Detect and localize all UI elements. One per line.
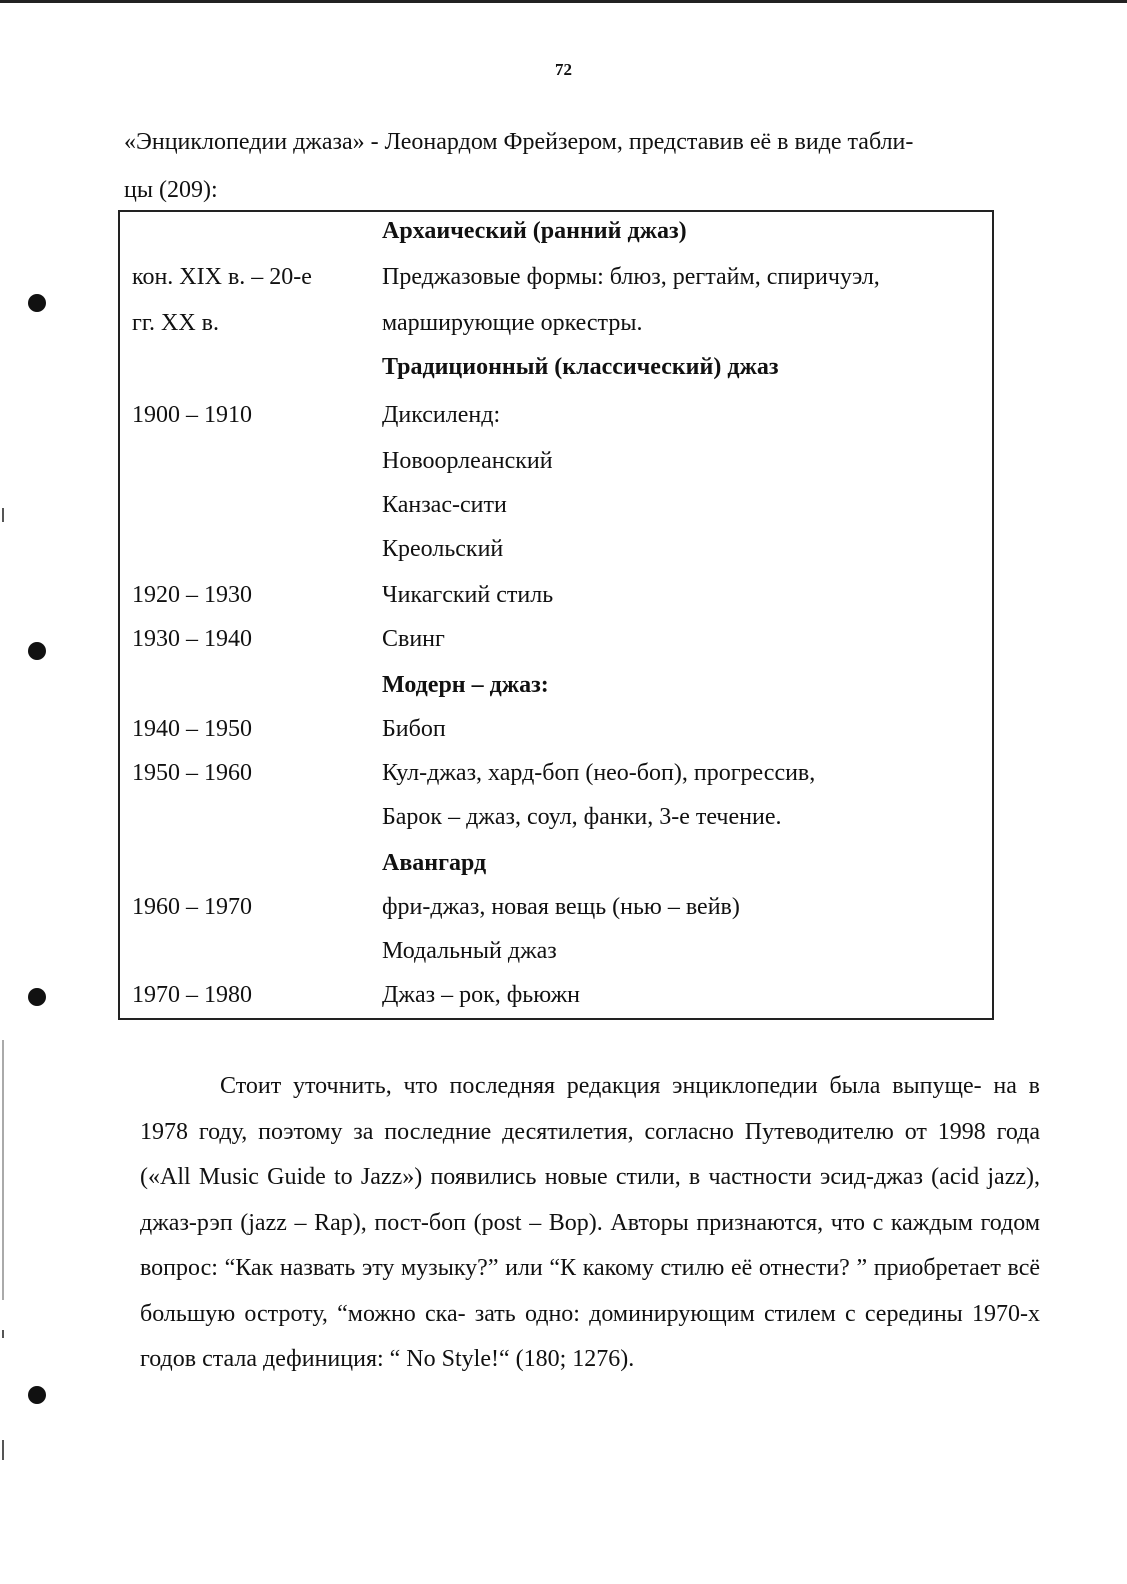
binding-hole bbox=[28, 1386, 46, 1404]
binding-hole bbox=[28, 642, 46, 660]
period-heading: Архаический (ранний джаз) bbox=[382, 218, 687, 244]
period-date: кон. XIX в. – 20-е bbox=[132, 264, 312, 290]
top-edge-rule bbox=[0, 0, 1127, 3]
period-style: Бибоп bbox=[382, 716, 446, 742]
period-heading: Модерн – джаз: bbox=[382, 672, 549, 698]
intro-line: «Энциклопедии джаза» - Леонардом Фрейзером, представив её в виде табли- bbox=[124, 129, 914, 155]
period-date: 1960 – 1970 bbox=[132, 894, 252, 920]
period-date: 1920 – 1930 bbox=[132, 582, 252, 608]
period-style: Свинг bbox=[382, 626, 445, 652]
table-heading-row bbox=[120, 218, 992, 258]
period-style: Диксиленд: bbox=[382, 402, 501, 428]
period-date: 1940 – 1950 bbox=[132, 716, 252, 742]
period-date: 1970 – 1980 bbox=[132, 982, 252, 1008]
table-row bbox=[120, 716, 992, 756]
table-row bbox=[120, 582, 992, 622]
body-line: какому стилю её отнести? ” приобретает всё большую остроту, “можно ска- bbox=[140, 1255, 1040, 1327]
period-style: марширующие оркестры. bbox=[382, 310, 643, 336]
period-date: 1930 – 1940 bbox=[132, 626, 252, 652]
period-style: Чикагский стиль bbox=[382, 582, 554, 608]
table-row bbox=[120, 264, 992, 304]
period-date: 1900 – 1910 bbox=[132, 402, 252, 428]
period-heading: Традиционный (классический) джаз bbox=[382, 354, 779, 380]
intro-line: цы (209): bbox=[124, 177, 218, 203]
period-style: Креольский bbox=[382, 536, 504, 562]
period-style: Новоорлеанский bbox=[382, 448, 553, 474]
body-line: признаются, что с каждым годом вопрос: “Как назвать эту музыку?” или “К bbox=[140, 1209, 1041, 1281]
period-style: Преджазовые формы: блюз, регтайм, спиричуэл, bbox=[382, 264, 880, 290]
period-date: 1950 – 1960 bbox=[132, 760, 252, 786]
period-style: Канзас-сити bbox=[382, 492, 507, 518]
body-line: “ No Style!“ (180; 1276). bbox=[389, 1346, 635, 1372]
margin-mark bbox=[2, 1040, 4, 1300]
table-row bbox=[120, 626, 992, 666]
body-line: зать одно: доминирующим стилем с середины 1970-х годов стала дефиниция: bbox=[140, 1300, 1040, 1372]
table-heading-row bbox=[120, 672, 992, 712]
period-style: Модальный джаз bbox=[382, 938, 557, 964]
table-row bbox=[120, 310, 992, 350]
period-style: Кул-джаз, хард-боп (нео-боп), прогрессив, bbox=[382, 760, 816, 786]
page-number: 72 bbox=[555, 60, 572, 79]
period-style: Барок – джаз, соул, фанки, 3-е течение. bbox=[382, 804, 782, 830]
table-row bbox=[120, 894, 992, 934]
table-row bbox=[120, 760, 992, 800]
period-style: Джаз – рок, фьюжн bbox=[382, 982, 580, 1008]
binding-hole bbox=[28, 988, 46, 1006]
table-heading-row bbox=[120, 354, 992, 394]
table-row bbox=[120, 938, 992, 978]
period-style: фри-джаз, новая вещь (нью – вейв) bbox=[382, 894, 740, 920]
body-line: от 1998 года («All Music Guide to Jazz») появились новые стили, в частности bbox=[140, 1118, 1041, 1190]
body-line: эсид-джаз (acid jazz), джаз-рэп (jazz – Rap), пост-боп (post – Bop). Авторы bbox=[140, 1164, 1040, 1236]
table-row bbox=[120, 492, 992, 532]
binding-hole bbox=[28, 294, 46, 312]
margin-mark bbox=[2, 1330, 4, 1338]
period-date: гг. XX в. bbox=[132, 310, 219, 336]
table-row bbox=[120, 982, 992, 1022]
body-line: на в 1978 году, поэтому за последние десятилетия, согласно Путеводителю bbox=[140, 1073, 1041, 1145]
table-row bbox=[120, 536, 992, 576]
margin-mark bbox=[2, 1440, 4, 1460]
jazz-periods-table bbox=[118, 210, 994, 1020]
table-row bbox=[120, 448, 992, 488]
table-row bbox=[120, 804, 992, 844]
body-line: Стоит уточнить, что последняя редакция энциклопедии была выпуще- bbox=[220, 1073, 982, 1099]
table-heading-row bbox=[120, 850, 992, 890]
period-heading: Авангард bbox=[382, 850, 487, 876]
body-paragraph bbox=[140, 1064, 1040, 1383]
table-row bbox=[120, 402, 992, 442]
margin-mark bbox=[2, 508, 4, 522]
intro-paragraph bbox=[124, 118, 1024, 214]
